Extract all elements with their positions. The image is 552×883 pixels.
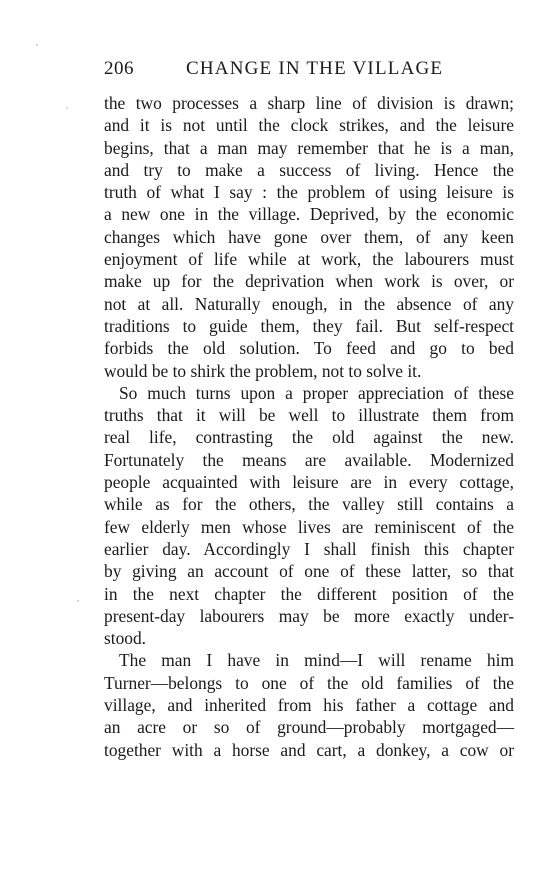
text-line: an acre or so of ground—probably mortgaged—: [104, 717, 514, 738]
text-line: truths that it will be well to illustrate them from: [104, 405, 514, 426]
text-line: and try to make a success of living. Hence the: [104, 159, 514, 180]
text-line: by giving an account of one of these latter, so that: [104, 561, 514, 582]
text-line: forbids the old solution. To feed and go to bed: [104, 338, 514, 359]
text-line: and it is not until the clock strikes, and the leisure: [104, 115, 514, 136]
text-line: together with a horse and cart, a donkey, a cow or: [104, 739, 514, 760]
text-line: while as for the others, the valley still contains a: [104, 494, 514, 515]
text-line: The man I have in mind—I will rename him: [119, 650, 514, 671]
text-line: enjoyment of life while at work, the labourers must: [104, 249, 514, 270]
text-line: make up for the deprivation when work is over, or: [104, 271, 514, 292]
scan-speck: [66, 107, 68, 109]
text-line: Fortunately the means are available. Modernized: [104, 449, 514, 470]
page-number: 206: [104, 58, 134, 79]
text-line: stood.: [104, 628, 147, 649]
text-line: present-day labourers may be more exactly under-: [104, 605, 514, 626]
text-line: traditions to guide them, they fail. But self-respect: [104, 315, 514, 336]
text-line: a new one in the village. Deprived, by the economic: [104, 204, 514, 225]
scan-speck: [77, 600, 79, 602]
text-line: would be to shirk the problem, not to solve it.: [104, 360, 422, 381]
body-text: [104, 92, 514, 761]
text-line: village, and inherited from his father a cottage and: [104, 695, 514, 716]
text-line: earlier day. Accordingly I shall finish this chapter: [104, 538, 514, 559]
text-line: people acquainted with leisure are in every cottage,: [104, 472, 514, 493]
text-line: real life, contrasting the old against the new.: [104, 427, 514, 448]
text-line: not at all. Naturally enough, in the absence of any: [104, 293, 514, 314]
page-header: [104, 58, 514, 82]
text-line: So much turns upon a proper appreciation of these: [119, 382, 514, 403]
text-line: Turner—belongs to one of the old families of the: [104, 672, 514, 693]
text-line: truth of what I say : the problem of using leisure is: [104, 182, 514, 203]
text-line: few elderly men whose lives are reminiscent of the: [104, 516, 514, 537]
text-line: begins, that a man may remember that he is a man,: [104, 137, 514, 158]
text-line: in the next chapter the different position of the: [104, 583, 514, 604]
running-head: CHANGE IN THE VILLAGE: [186, 58, 444, 79]
text-line: changes which have gone over them, of any keen: [104, 226, 514, 247]
text-line: the two processes a sharp line of division is drawn;: [104, 93, 514, 113]
scan-speck: [36, 44, 38, 46]
